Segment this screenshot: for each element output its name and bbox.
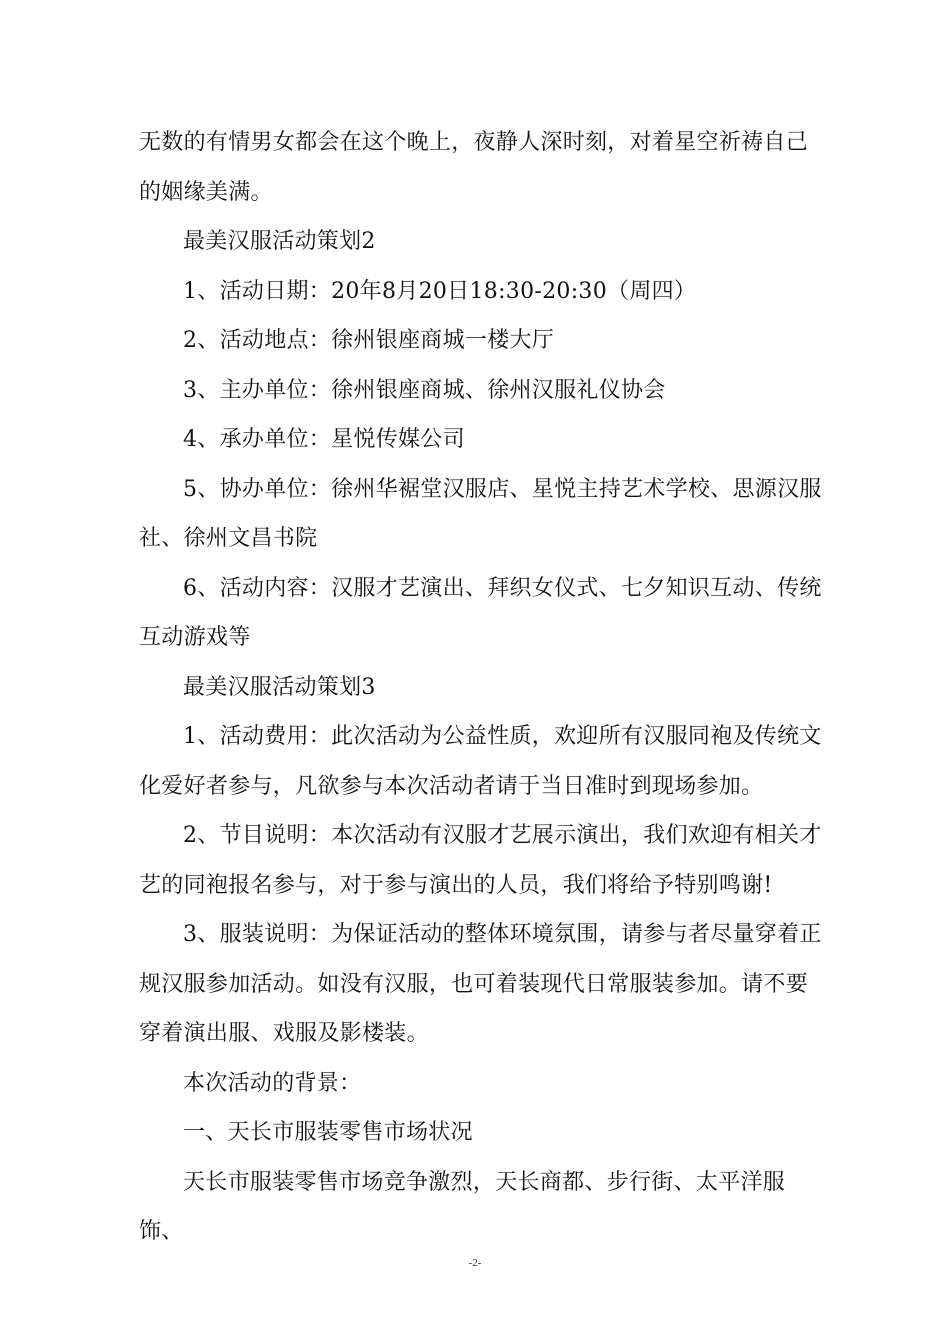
paragraph: 本次活动的背景：: [183, 1070, 362, 1096]
page-number: -2-: [468, 1257, 482, 1269]
list-item: 2、活动地点：徐州银座商城一楼大厅: [183, 328, 555, 353]
list-item: 6、活动内容：汉服才艺演出、拜织女仪式、七夕知识互动、传统互动游戏等: [139, 575, 822, 650]
section-heading: 最美汉服活动策划3: [183, 674, 376, 700]
list-item: 1、活动日期：20年8月20日18:30-20:30（周四）: [183, 278, 697, 304]
list-item: 4、承办单位：星悦传媒公司: [183, 427, 465, 452]
paragraph: 无数的有情男女都会在这个晚上，夜静人深时刻，对着星空祈祷自己的姻缘美满。: [139, 130, 809, 205]
subheading: 一、天长市服装零售市场状况: [183, 1120, 473, 1145]
list-item: 3、服装说明：为保证活动的整体环境氛围，请参与者尽量穿着正规汉服参加活动。如没有汉服，也可着装现代日常服装参加。请不要穿着演出服、戏服及影楼装。: [139, 922, 822, 1046]
list-item: 1、活动费用：此次活动为公益性质，欢迎所有汉服同袍及传统文化爱好者参与，凡欲参与本次活动者请于当日准时到现场参加。: [139, 724, 822, 799]
list-item: 2、节目说明：本次活动有汉服才艺展示演出，我们欢迎有相关才艺的同袍报名参与，对于参与演出的人员，我们将给予特别鸣谢!: [139, 823, 822, 898]
paragraph: 天长市服装零售市场竞争激烈，天长商都、步行街、太平洋服饰、: [139, 1169, 786, 1244]
document-body: [139, 118, 829, 1257]
list-item: 3、主办单位：徐州银座商城、徐州汉服礼仪协会: [183, 377, 666, 403]
section-heading: 最美汉服活动策划2: [183, 229, 376, 254]
list-item: 5、协办单位：徐州华裾堂汉服店、星悦主持艺术学校、思源汉服社、徐州文昌书院: [139, 476, 822, 551]
